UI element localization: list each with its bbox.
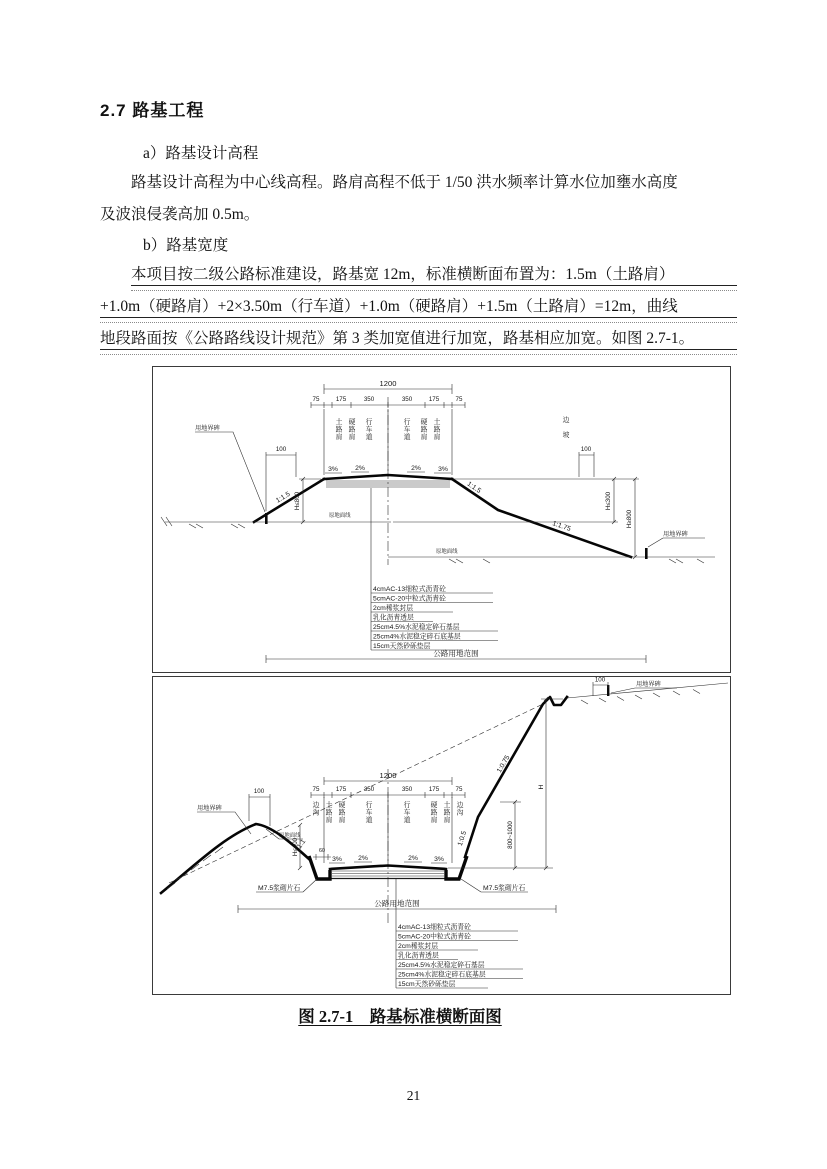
boundary-monument-right xyxy=(645,548,648,559)
dim-total-label: 1200 xyxy=(379,379,397,388)
lane-label-hard-shoulder-right: 硬路肩 xyxy=(430,802,438,824)
lane-label-carriageway-right: 行车道 xyxy=(403,419,411,441)
dim-seg-label: 175 xyxy=(428,786,440,793)
masonry-callout-right xyxy=(461,879,528,892)
slope-hatching-left xyxy=(167,847,223,889)
slope-ratio-label: 1:0.5 xyxy=(456,830,469,847)
side-ditch-left xyxy=(309,856,330,879)
para-b-line1-text: 本项目按二级公路标准建设，路基宽 12m，标准横断面布置为：1.5m（土路肩） xyxy=(131,262,737,286)
slope-ratio-label: 1:1.5 xyxy=(274,490,292,505)
dim-cut-depth xyxy=(538,697,563,870)
slope-ratio-label: 1:1.75 xyxy=(551,520,572,533)
ground-line-label: 原地面线 xyxy=(279,833,301,839)
ground-hatching-right xyxy=(581,690,700,705)
ground-line-label: 原地面线 xyxy=(436,549,458,555)
lane-label-earth-shoulder-right: 土路肩 xyxy=(443,802,451,824)
slope-ratio-label: 1:1.5 xyxy=(465,480,483,495)
pavement-layer-line: 25cm4.5%水泥稳定碎石基层 xyxy=(373,624,460,631)
pavement-layer-line: 乳化沥青透层 xyxy=(373,614,414,622)
dim-seg-label: 350 xyxy=(401,786,413,793)
dim-offset-label: 100 xyxy=(594,677,606,684)
dim-seg-label: 175 xyxy=(335,396,347,403)
figure-caption xyxy=(100,1003,700,1027)
para-b-line2 xyxy=(100,294,737,323)
dim-seg-label: 175 xyxy=(335,786,347,793)
boundary-marker-label: 用地界碑 xyxy=(195,425,220,432)
dim-ditch-width xyxy=(313,848,331,860)
height-dim-label: H xyxy=(538,784,545,790)
pavement-layer-line: 5cmAC-20中粒式沥青砼 xyxy=(398,933,471,941)
masonry-label: M7.5浆砌片石 xyxy=(483,885,526,892)
para-b-line1 xyxy=(131,262,737,291)
para-a-line1: 路基设计高程为中心线高程。路肩高程不低于 1/50 洪水频率计算水位加壅水高度 xyxy=(131,174,678,191)
slope-ratio-label: 1:1 xyxy=(296,838,308,851)
masonry-label: M7.5浆砌片石 xyxy=(258,885,301,892)
para-b-line2-text: +1.0m（硬路肩）+2×3.50m（行车道）+1.0m（硬路肩）+1.5m（土路肩）=12m，曲线 xyxy=(100,294,737,318)
boundary-marker-label: 用地界碑 xyxy=(636,681,661,688)
grade-label: 3% xyxy=(328,466,338,473)
dim-total-label: 1200 xyxy=(379,771,397,780)
figure-box-cut xyxy=(152,676,731,995)
boundary-marker-label: 用地界碑 xyxy=(197,805,222,812)
pavement-layer-line: 乳化沥青透层 xyxy=(398,952,439,960)
boundary-marker-label: 用地界碑 xyxy=(663,531,688,538)
lane-label-hard-shoulder-left: 硬路肩 xyxy=(338,802,346,824)
grade-label: 3% xyxy=(434,856,444,863)
section-heading: 2.7 路基工程 xyxy=(100,101,205,120)
dim-land-extent xyxy=(266,648,646,663)
lane-label-ditch-left: 边沟 xyxy=(312,802,320,817)
side-ditch-right xyxy=(446,856,467,879)
lane-label-earth-shoulder-left: 土路肩 xyxy=(335,419,343,441)
pavement-structure-schedule xyxy=(371,488,498,650)
lane-label-carriageway-left: 行车道 xyxy=(365,419,373,441)
height-dim-label: H≤800 xyxy=(294,491,301,511)
figure-box-embankment xyxy=(152,366,731,673)
height-dim-label: 800~1000 xyxy=(507,821,514,849)
lane-label-carriageway-left: 行车道 xyxy=(365,802,373,824)
pavement-layer-line: 25cm4%水泥稳定碎石底基层 xyxy=(373,633,461,641)
height-dim-label: H≤400 xyxy=(292,837,299,857)
grade-label: 2% xyxy=(355,465,365,472)
dim-offset-label: 100 xyxy=(253,788,265,795)
para-a-title: a）路基设计高程 xyxy=(143,145,259,162)
land-extent-label: 公路用地范围 xyxy=(433,649,479,658)
dim-offset-right xyxy=(593,677,608,696)
cut-section-drawing xyxy=(153,677,730,994)
height-dim-label: H≤300 xyxy=(605,491,612,511)
lane-label-earth-shoulder-right: 土路肩 xyxy=(433,419,441,441)
slope-ratio-label: 1:0.75 xyxy=(495,754,512,775)
pavement-layer-line: 25cm4%水泥稳定碎石底基层 xyxy=(398,971,486,979)
dim-seg-label: 75 xyxy=(455,786,463,793)
para-b-line3 xyxy=(100,326,737,355)
grade-label: 2% xyxy=(411,465,421,472)
left-fill-slope xyxy=(254,479,324,522)
dim-offset-label: 100 xyxy=(275,446,287,453)
pavement-structure-schedule xyxy=(396,879,523,988)
lane-label-hard-shoulder-left: 硬路肩 xyxy=(348,419,356,441)
dim-seg-label: 75 xyxy=(455,396,463,403)
dim-seg-label: 350 xyxy=(401,396,413,403)
dim-seg-label: 75 xyxy=(312,396,320,403)
page-number: 21 xyxy=(406,1088,421,1103)
pavement-layer-line: 4cmAC-13细粒式沥青砼 xyxy=(373,586,446,593)
para-b-line3-text: 地段路面按《公路路线设计规范》第 3 类加宽值进行加宽，路基相应加宽。如图 2.7-1。 xyxy=(100,326,737,350)
dim-offset-left xyxy=(249,788,270,826)
grade-label: 2% xyxy=(408,855,418,862)
pavement-layer-line: 5cmAC-20中粒式沥青砼 xyxy=(373,595,446,603)
pavement-layer-line: 2cm稀浆封层 xyxy=(398,943,439,950)
dim-offset-label: 100 xyxy=(580,446,592,453)
grade-label: 3% xyxy=(438,466,448,473)
pavement-layer-line: 2cm稀浆封层 xyxy=(373,605,414,612)
edge-slope-note: 边坡 xyxy=(562,417,570,439)
height-dim-label: H≥800 xyxy=(626,509,633,529)
lane-label-ditch-right: 边沟 xyxy=(456,802,464,817)
embankment-section-drawing xyxy=(153,367,730,672)
right-cut-slope xyxy=(465,697,567,857)
dim-seg-label: 75 xyxy=(312,786,320,793)
pavement-layer-lines xyxy=(332,871,444,876)
dim-seg-label: 350 xyxy=(363,396,375,403)
pavement-layer-line: 4cmAC-13细粒式沥青砼 xyxy=(398,924,471,931)
boundary-marker-callout-left xyxy=(195,424,265,512)
dim-seg-label: 175 xyxy=(428,396,440,403)
para-b-title: b）路基宽度 xyxy=(143,237,229,254)
grade-label: 3% xyxy=(332,856,342,863)
dim-offset-right xyxy=(579,446,594,477)
ground-line-label: 原地面线 xyxy=(329,513,351,519)
dim-land-extent xyxy=(238,898,556,913)
design-cut-line xyxy=(169,704,543,883)
lane-label-carriageway-right: 行车道 xyxy=(403,802,411,824)
boundary-marker-callout-right xyxy=(648,530,705,547)
masonry-callout-left xyxy=(256,879,317,892)
boundary-monument-left xyxy=(265,513,268,524)
land-extent-label: 公路用地范围 xyxy=(374,899,420,908)
pavement-layer-line: 25cm4.5%水泥稳定碎石基层 xyxy=(398,962,485,969)
dim-ditch-width-label: 60 xyxy=(319,848,325,854)
lane-label-earth-shoulder-left: 土路肩 xyxy=(325,802,333,824)
figure-caption-text: 图 2.7-1 路基标准横断面图 xyxy=(298,1007,502,1026)
dim-seg-label: 350 xyxy=(363,786,375,793)
pavement-layer-line: 15cm天然砂砾垫层 xyxy=(398,981,456,988)
grade-label: 2% xyxy=(358,855,368,862)
para-a-line2: 及波浪侵袭高加 0.5m。 xyxy=(100,206,260,223)
lane-label-hard-shoulder-right: 硬路肩 xyxy=(420,419,428,441)
pavement-layer-line: 15cm天然砂砾垫层 xyxy=(373,643,431,650)
